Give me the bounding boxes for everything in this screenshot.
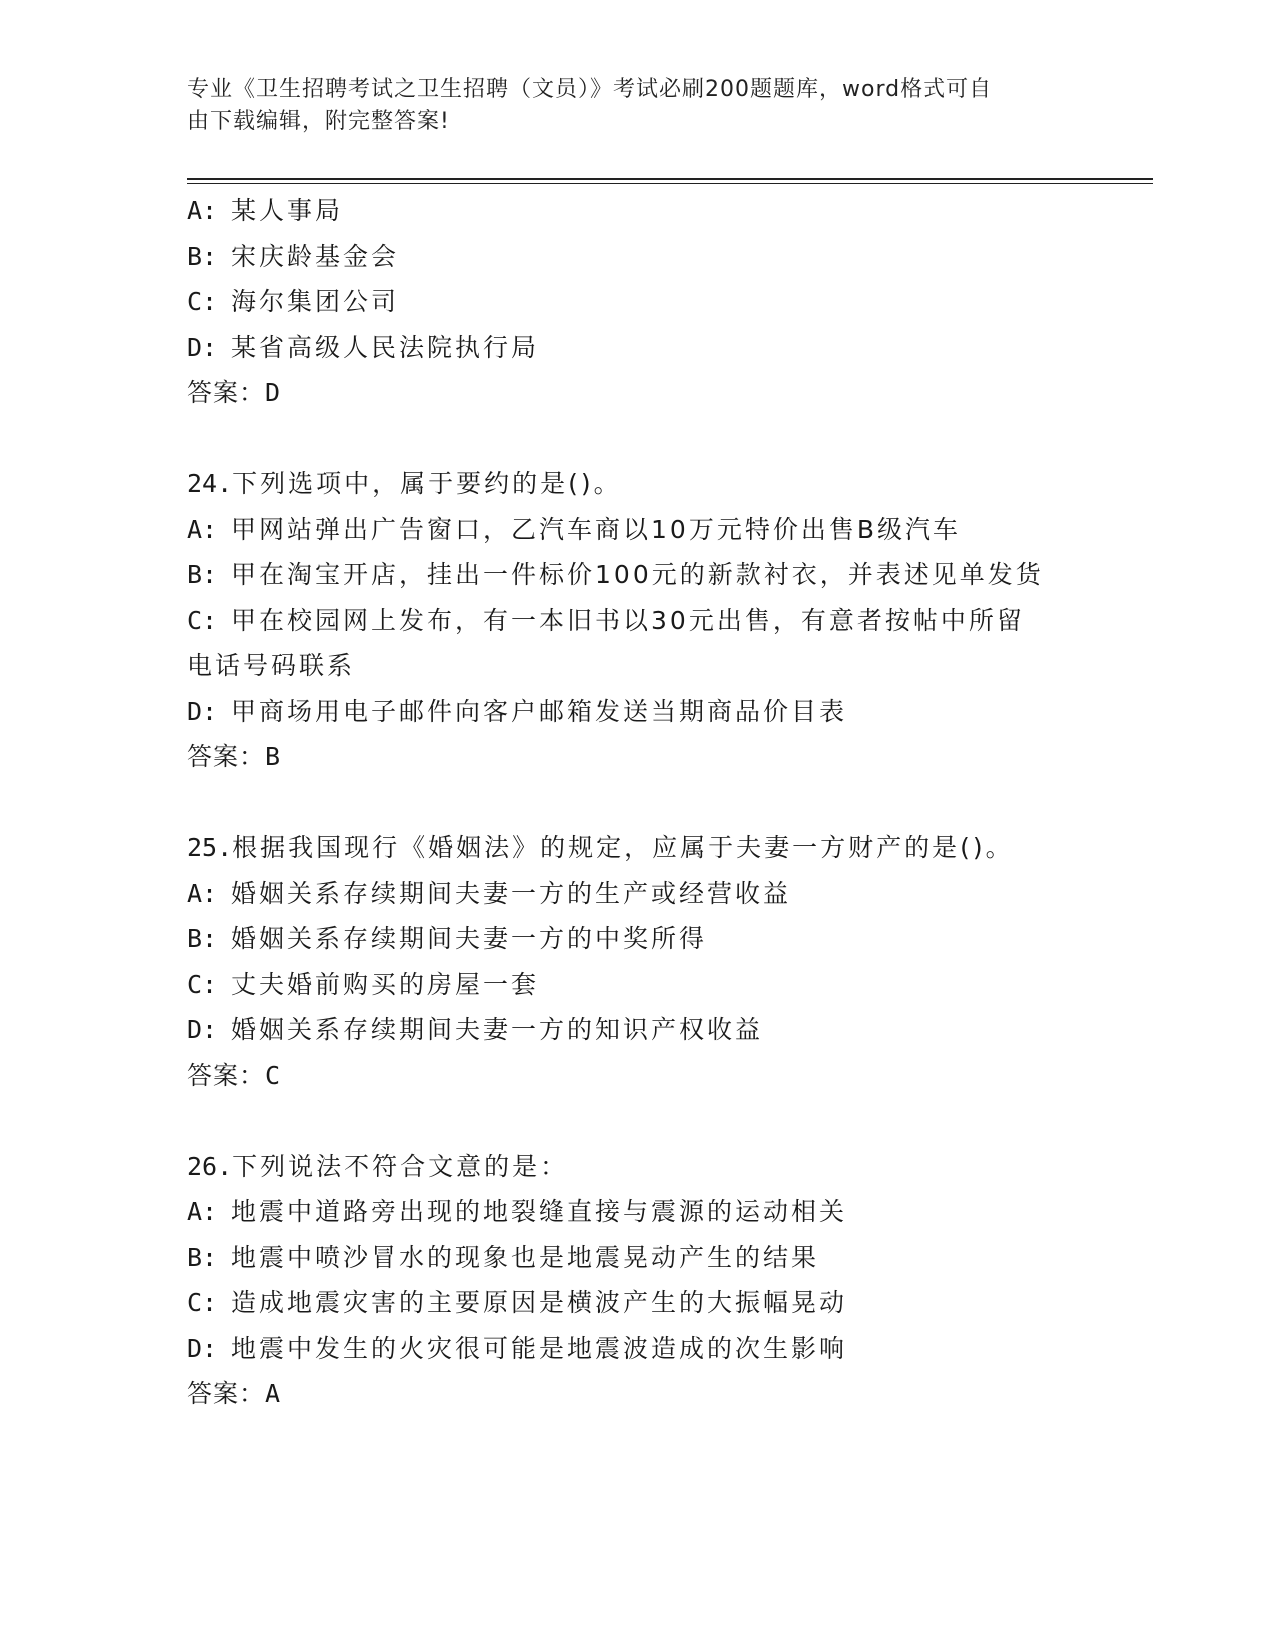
- question-stem: [187, 461, 1087, 507]
- option-letter: D:: [187, 1333, 218, 1363]
- option-letter: C:: [187, 287, 218, 316]
- option-c: [187, 279, 1087, 325]
- option-text: 丈夫婚前购买的房屋一套: [231, 969, 540, 999]
- option-letter: B:: [187, 241, 218, 271]
- option-letter: A:: [187, 196, 218, 225]
- document-header: [187, 74, 1067, 138]
- option-a: [187, 507, 1087, 553]
- option-letter: D:: [187, 1015, 218, 1044]
- question-block-25: [187, 825, 1087, 1098]
- spacer: [187, 1098, 1087, 1144]
- option-c: [187, 598, 1087, 644]
- question-text: 下列选项中，属于要约的是()。: [232, 469, 622, 498]
- answer-value: B: [265, 742, 282, 771]
- option-a: [187, 871, 1087, 917]
- option-text: 甲网站弹出广告窗口，乙汽车商以10万元特价出售B级汽车: [231, 514, 961, 544]
- answer-label: 答案：: [187, 742, 266, 771]
- header-divider-thick: [187, 178, 1153, 180]
- option-c-continuation: 电话号码联系: [187, 651, 356, 680]
- answer-label: 答案：: [187, 1060, 266, 1090]
- option-letter: B:: [187, 1242, 218, 1272]
- option-b: [187, 234, 1087, 280]
- option-letter: C:: [187, 969, 218, 999]
- answer-line: [187, 1053, 1087, 1099]
- option-d: [187, 1007, 1087, 1053]
- answer-line: [187, 1371, 1087, 1417]
- option-text: 某人事局: [231, 196, 344, 225]
- option-a: [187, 1189, 1087, 1235]
- option-letter: B:: [187, 924, 218, 953]
- question-content: [187, 188, 1087, 1417]
- option-letter: A:: [187, 1197, 218, 1226]
- option-b: [187, 552, 1087, 598]
- answer-label: 答案：: [187, 1379, 266, 1408]
- header-divider-thin: [187, 183, 1153, 184]
- option-d: [187, 325, 1087, 371]
- question-stem: [187, 825, 1087, 871]
- answer-label: 答案：: [187, 378, 266, 407]
- question-number: 24.: [187, 469, 233, 498]
- question-text: 根据我国现行《婚姻法》的规定，应属于夫妻一方财产的是()。: [232, 833, 1014, 862]
- option-letter: B:: [187, 560, 218, 589]
- question-stem: [187, 1144, 1087, 1190]
- question-block-24: [187, 461, 1087, 780]
- option-text: 地震中喷沙冒水的现象也是地震晃动产生的结果: [231, 1242, 820, 1272]
- option-text: 婚姻关系存续期间夫妻一方的生产或经营收益: [231, 878, 792, 908]
- option-text: 宋庆龄基金会: [231, 241, 400, 271]
- option-c: [187, 1280, 1087, 1326]
- question-text: 下列说法不符合文意的是：: [232, 1151, 569, 1181]
- option-b: [187, 1235, 1087, 1281]
- question-block-continued: [187, 188, 1087, 416]
- option-text: 海尔集团公司: [231, 287, 400, 316]
- header-line-2: 由下载编辑，附完整答案!: [187, 109, 450, 134]
- option-text: 地震中发生的火灾很可能是地震波造成的次生影响: [231, 1333, 848, 1363]
- option-letter: C:: [187, 605, 218, 635]
- answer-line: [187, 370, 1087, 416]
- option-letter: A:: [187, 878, 218, 908]
- answer-value: A: [265, 1379, 282, 1408]
- question-block-26: [187, 1144, 1087, 1417]
- option-letter: C:: [187, 1288, 218, 1317]
- option-text: 造成地震灾害的主要原因是横波产生的大振幅晃动: [231, 1288, 848, 1317]
- option-text: 某省高级人民法院执行局: [231, 332, 540, 362]
- option-letter: D:: [187, 332, 218, 362]
- option-c: [187, 962, 1087, 1008]
- question-number: 26.: [187, 1151, 233, 1181]
- option-d: [187, 689, 1087, 735]
- spacer: [187, 780, 1087, 826]
- option-a: [187, 188, 1087, 234]
- question-number: 25.: [187, 833, 233, 862]
- option-letter: A:: [187, 514, 218, 544]
- option-text: 婚姻关系存续期间夫妻一方的中奖所得: [231, 924, 708, 953]
- option-text: 地震中道路旁出现的地裂缝直接与震源的运动相关: [231, 1197, 848, 1226]
- option-text: 婚姻关系存续期间夫妻一方的知识产权收益: [231, 1015, 764, 1044]
- answer-value: C: [265, 1060, 282, 1090]
- option-b: [187, 916, 1087, 962]
- spacer: [187, 416, 1087, 462]
- header-line-1: 专业《卫生招聘考试之卫生招聘（文员）》考试必刷200题题库，word格式可自: [187, 77, 993, 102]
- option-text: 甲在淘宝开店，挂出一件标价100元的新款衬衣，并表述见单发货: [231, 560, 1044, 589]
- option-letter: D:: [187, 696, 218, 726]
- answer-line: [187, 734, 1087, 780]
- option-text: 甲在校园网上发布，有一本旧书以30元出售，有意者按帖中所留: [231, 605, 1025, 635]
- answer-value: D: [265, 378, 282, 407]
- option-d: [187, 1326, 1087, 1372]
- option-text: 甲商场用电子邮件向客户邮箱发送当期商品价目表: [231, 696, 848, 726]
